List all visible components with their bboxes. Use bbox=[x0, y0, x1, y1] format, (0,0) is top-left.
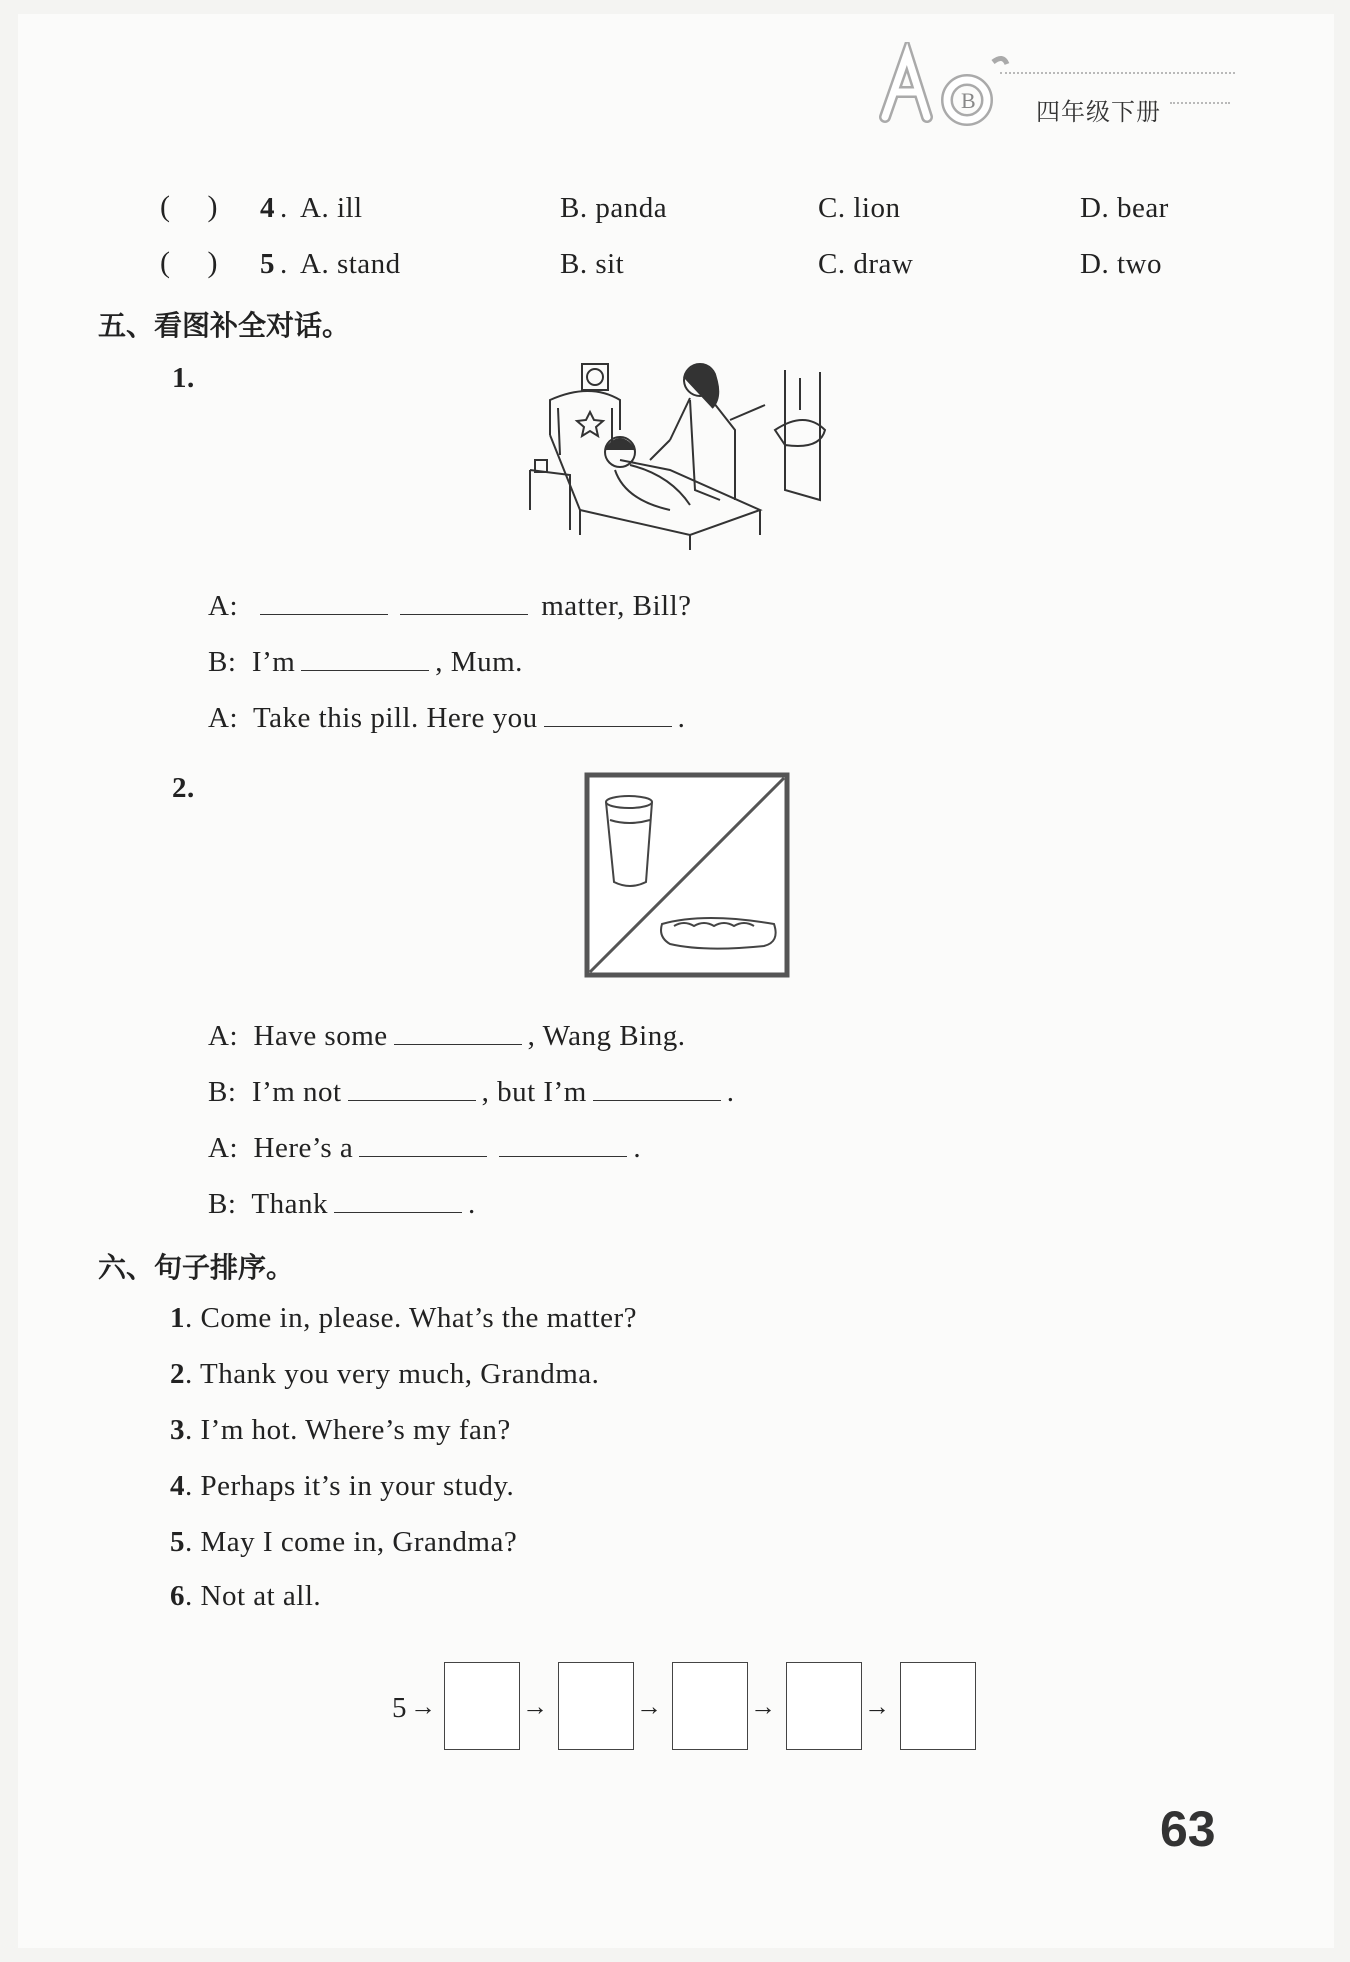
question-1-number: 1. bbox=[172, 362, 195, 394]
option-c: C. draw bbox=[818, 248, 914, 280]
sentence-item: 5. May I come in, Grandma? bbox=[170, 1526, 518, 1558]
answer-blank[interactable] bbox=[301, 650, 429, 671]
answer-blank[interactable] bbox=[260, 594, 388, 615]
line-text: , Wang Bing. bbox=[527, 1020, 686, 1052]
sentence-item: 3. I’m hot. Where’s my fan? bbox=[170, 1414, 511, 1446]
dialogue-line bbox=[208, 646, 523, 679]
option-a: A. ill bbox=[300, 192, 363, 224]
answer-bracket[interactable]: ( ) bbox=[160, 190, 218, 223]
answer-blank[interactable] bbox=[348, 1080, 476, 1101]
arrow-icon: → bbox=[864, 1692, 890, 1721]
order-box-2[interactable] bbox=[558, 1662, 634, 1750]
ab-logo bbox=[875, 42, 1025, 132]
line-text: Thank bbox=[251, 1188, 328, 1220]
line-text: . bbox=[726, 1076, 735, 1108]
line-text: I’m not bbox=[251, 1076, 342, 1108]
dialogue-line bbox=[208, 1020, 685, 1053]
speaker: B: bbox=[208, 1076, 237, 1108]
option-d: D. two bbox=[1080, 248, 1162, 280]
sentence-item: 1. Come in, please. What’s the matter? bbox=[170, 1302, 638, 1334]
dialogue-line bbox=[208, 1076, 735, 1109]
line-text: . bbox=[677, 702, 686, 734]
answer-blank[interactable] bbox=[359, 1136, 487, 1157]
sentence-item: 6. Not at all. bbox=[170, 1580, 322, 1612]
arrow-icon: → bbox=[636, 1692, 662, 1721]
speaker: B: bbox=[208, 646, 237, 678]
speaker: B: bbox=[208, 1188, 237, 1220]
dialogue-line bbox=[208, 1188, 476, 1221]
line-text: Have some bbox=[253, 1020, 388, 1052]
grade-label: 四年级下册 bbox=[1036, 98, 1161, 126]
answer-blank[interactable] bbox=[544, 706, 672, 727]
option-b: B. sit bbox=[560, 248, 625, 280]
arrow-icon: → bbox=[522, 1692, 548, 1721]
order-box-5[interactable] bbox=[900, 1662, 976, 1750]
option-a: A. stand bbox=[300, 248, 401, 280]
answer-blank[interactable] bbox=[593, 1080, 721, 1101]
option-b: B. panda bbox=[560, 192, 668, 224]
dialogue-line bbox=[208, 702, 685, 735]
sentence-item: 2. Thank you very much, Grandma. bbox=[170, 1358, 600, 1390]
milk-hotdog-crossed-illustration bbox=[584, 772, 792, 980]
line-text: , but I’m bbox=[481, 1076, 587, 1108]
speaker: A: bbox=[208, 1132, 238, 1164]
svg-text:B: B bbox=[961, 88, 976, 113]
dialogue-line bbox=[208, 1132, 641, 1165]
question-number: 4 bbox=[260, 192, 275, 224]
line-text: . bbox=[633, 1132, 642, 1164]
answer-blank[interactable] bbox=[334, 1192, 462, 1213]
order-box-1[interactable] bbox=[444, 1662, 520, 1750]
section-5-title: 五、看图补全对话。 bbox=[98, 309, 351, 342]
option-c: C. lion bbox=[818, 192, 901, 224]
sequence-start: 5 bbox=[392, 1692, 407, 1724]
answer-blank[interactable] bbox=[499, 1136, 627, 1157]
page-number: 63 bbox=[1160, 1801, 1216, 1857]
sick-boy-illustration bbox=[520, 360, 860, 550]
answer-bracket[interactable]: ( ) bbox=[160, 246, 218, 279]
order-box-3[interactable] bbox=[672, 1662, 748, 1750]
line-text: . bbox=[467, 1188, 476, 1220]
header-rule bbox=[1000, 72, 1235, 74]
header-rule-short bbox=[1170, 102, 1230, 104]
question-number: 5 bbox=[260, 248, 275, 280]
speaker: A: bbox=[208, 702, 238, 734]
answer-blank[interactable] bbox=[400, 594, 528, 615]
speaker: A: bbox=[208, 1020, 238, 1052]
line-text: Take this pill. Here you bbox=[252, 702, 538, 734]
question-2-number: 2. bbox=[172, 772, 195, 804]
line-text: , Mum. bbox=[435, 646, 523, 678]
sentence-item: 4. Perhaps it’s in your study. bbox=[170, 1470, 515, 1502]
arrow-icon: → bbox=[750, 1692, 776, 1721]
arrow-icon: → bbox=[410, 1692, 436, 1721]
speaker: A: bbox=[208, 590, 238, 622]
answer-blank[interactable] bbox=[394, 1024, 522, 1045]
line-text: matter, Bill? bbox=[541, 590, 692, 622]
line-text: I’m bbox=[251, 646, 296, 678]
dialogue-line bbox=[208, 590, 692, 623]
option-d: D. bear bbox=[1080, 192, 1169, 224]
order-box-4[interactable] bbox=[786, 1662, 862, 1750]
line-text: Here’s a bbox=[253, 1132, 354, 1164]
section-6-title: 六、句子排序。 bbox=[98, 1251, 295, 1284]
